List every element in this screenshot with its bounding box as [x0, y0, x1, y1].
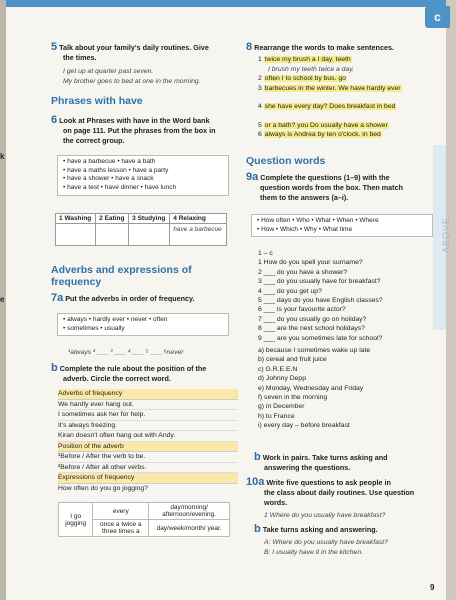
example-line: I get up at quarter past seven.	[63, 68, 154, 75]
freq-cell: once a twice a three times a	[93, 520, 149, 537]
question-list	[258, 249, 433, 343]
dialog-line: A: Where do you usually have breakfast?	[264, 539, 388, 546]
example-line: My brother goes to bed at one in the morning.	[63, 77, 201, 85]
table-cell[interactable]	[56, 224, 96, 246]
question-word-line: • How often • Who • What • When • Where	[257, 217, 379, 224]
rule-title: Adverbs of frequency	[58, 389, 238, 400]
exercise-5	[51, 42, 231, 86]
frequency-table	[58, 502, 230, 537]
question-item: 7 ___ do you usually go on holiday?	[258, 315, 367, 323]
rule-example: I sometimes ask her for help.	[58, 410, 238, 421]
exercise-number: 7a	[51, 292, 64, 304]
edge-letter: k	[0, 152, 5, 161]
question-item: 5 ___ days do you have English classes?	[258, 297, 383, 305]
table-cell[interactable]	[96, 224, 129, 246]
answer-item: b) cereal and fruit juice	[258, 356, 327, 364]
answer-item: e) Monday, Wednesday and Friday	[258, 384, 364, 392]
instruction-line: Rearrange the words to make sentences.	[254, 43, 394, 52]
question-item: 1 – c	[258, 250, 273, 257]
instruction-line: Write five questions to ask people in	[266, 478, 391, 487]
answer-list	[258, 346, 433, 431]
answer-item: i) every day – before breakfast	[258, 422, 350, 430]
section-heading: Phrases with have	[51, 95, 143, 107]
freq-cell: I go jogging	[59, 503, 93, 537]
instruction-line: Complete the rule about the position of the	[59, 364, 207, 373]
dialog-line: B: I usually have it in the kitchen.	[264, 548, 363, 556]
exercise-7b	[51, 363, 231, 384]
exercise-number: 9a	[246, 171, 259, 183]
adverb-order-line: ¹always ² ___ ³ ___ ⁴ ___ ⁵ ___ ⁶never	[68, 349, 184, 356]
exercise-number: 5	[51, 41, 58, 53]
table-header-cell: 2 Eating	[96, 214, 129, 224]
table-cell: have a barbecue	[170, 224, 227, 246]
rule-title: Position of the adverb	[58, 442, 238, 453]
instruction-line: on page 111. Put the phrases from the box in	[63, 126, 216, 135]
question-item: 3 ___ do you usually have for breakfast?	[258, 278, 381, 286]
table-header-cell: 1 Washing	[56, 214, 96, 224]
instruction-line: Talk about your family's daily routines. Give	[59, 43, 209, 52]
instruction-line: Take turns asking and answering.	[262, 525, 378, 534]
rule-title: Expressions of frequency	[58, 473, 238, 484]
exercise-number: b	[51, 362, 58, 374]
sentence-answer: I brush my teeth twice a day.	[268, 65, 355, 73]
rule-example: Kiran doesn't often hang out with Andy.	[58, 431, 238, 442]
instruction-line: Put the adverbs in order of frequency.	[65, 294, 195, 303]
instruction-line: Work in pairs. Take turns asking and	[262, 453, 388, 462]
answer-item: d) Johnny Depp	[258, 375, 306, 383]
instruction-line: Complete the questions (1–9) with the	[260, 173, 390, 182]
question-item: 4 ___ do you get up?	[258, 287, 322, 295]
instruction-line: the times.	[63, 53, 97, 62]
sentence-list	[258, 55, 428, 140]
question-item: 1 How do you spell your surname?	[258, 259, 363, 267]
section-heading: Question words	[246, 155, 326, 167]
rule-box	[58, 389, 238, 493]
phrase-box	[57, 155, 229, 196]
table-cell[interactable]	[129, 224, 170, 246]
exercise-9b	[254, 452, 434, 473]
question-item: 2 ___ do you have a shower?	[258, 268, 348, 276]
sentence-item: 1 twice my brush a I day. teeth	[258, 56, 351, 63]
phrase-line: • have a shower • have a snack	[63, 175, 154, 183]
group-table	[55, 213, 227, 246]
exercise-6	[51, 115, 231, 146]
side-tab-label: ABOVE	[441, 216, 452, 254]
instruction-line: Look at Phrases with have in the Word bank	[59, 116, 210, 125]
rule-example: We hardly ever hang out.	[58, 400, 238, 411]
table-header-cell: 3 Studying	[129, 214, 170, 224]
sentence-item: 6 always is Andrea by ten o'clock. in bed	[258, 131, 381, 139]
instruction-line: the correct group.	[63, 136, 125, 145]
exercise-7a	[51, 293, 195, 304]
rule-question: How often do you go jogging?	[58, 484, 148, 492]
unit-badge: c	[425, 6, 450, 28]
freq-cell: every	[93, 503, 149, 520]
sentence-item: 3 barbecues in the winter. We have hardly ever	[258, 84, 401, 92]
question-item: 6 ___ is your favourite actor?	[258, 306, 346, 314]
edge-letter: e	[0, 295, 5, 304]
answer-item: h) to France	[258, 412, 295, 420]
answer-item: a) because I sometimes wake up late	[258, 347, 371, 354]
rule-example: It's always freezing.	[58, 421, 238, 432]
table-header-cell: 4 Relaxing	[170, 214, 227, 224]
exercise-10a	[246, 477, 436, 521]
exercise-9a	[246, 172, 431, 203]
sentence-item: 2 often I to school by bus. go	[258, 75, 346, 83]
freq-cell: day/week/month/ year.	[149, 520, 230, 537]
phrase-line: • have a test • have dinner • have lunch	[63, 184, 177, 192]
instruction-line: adverb. Circle the correct word.	[63, 374, 171, 383]
question-item: 8 ___ are the next school holidays?	[258, 325, 365, 333]
phrase-line: • have a barbecue • have a bath	[63, 158, 156, 165]
rule-option[interactable]: ¹Before / After the verb to be.	[58, 452, 238, 463]
answer-item: g) in December	[258, 403, 305, 411]
exercise-number: 8	[246, 41, 253, 53]
rule-option[interactable]: ²Before / After all other verbs.	[58, 463, 238, 474]
answer-item: f) seven in the morning	[258, 394, 328, 402]
instruction-line: answering the questions.	[264, 463, 351, 472]
phrase-line: • have a maths lesson • have a party	[63, 166, 169, 174]
question-item: 9 ___ are you sometimes late for school?	[258, 334, 383, 342]
exercise-number: 10a	[246, 476, 265, 488]
adverb-line: • always • hardly ever • never • often	[63, 316, 168, 323]
exercise-number: b	[254, 523, 261, 535]
example-line: 1 Where do you usually have breakfast?	[264, 512, 386, 519]
exercise-8	[246, 42, 394, 53]
freq-cell: day/morning/ afternoon/evening.	[149, 503, 230, 520]
top-color-bar	[6, 0, 446, 7]
page-number: 9	[430, 583, 435, 592]
question-word-line: • How • Which • Why • What time	[257, 225, 353, 233]
question-word-box	[251, 214, 433, 237]
adverb-box	[57, 313, 229, 336]
instruction-line: question words from the box. Then match	[260, 183, 403, 192]
instruction-line: words.	[264, 498, 288, 507]
instruction-line: them to the answers (a–i).	[260, 193, 349, 202]
answer-item: c) G.R.E.E.N	[258, 365, 298, 373]
adverb-line: • sometimes • usually	[63, 324, 125, 332]
sentence-item: 4 she have every day? Does breakfast in bed	[258, 103, 396, 111]
sentence-item: 5 or a bath? you Do usually have a shower	[258, 121, 388, 129]
exercise-10b	[254, 524, 439, 557]
exercise-number: b	[254, 451, 261, 463]
section-heading: Adverbs and expressions of frequency	[51, 264, 192, 288]
exercise-number: 6	[51, 114, 58, 126]
instruction-line: the class about daily routines. Use question	[264, 488, 415, 497]
